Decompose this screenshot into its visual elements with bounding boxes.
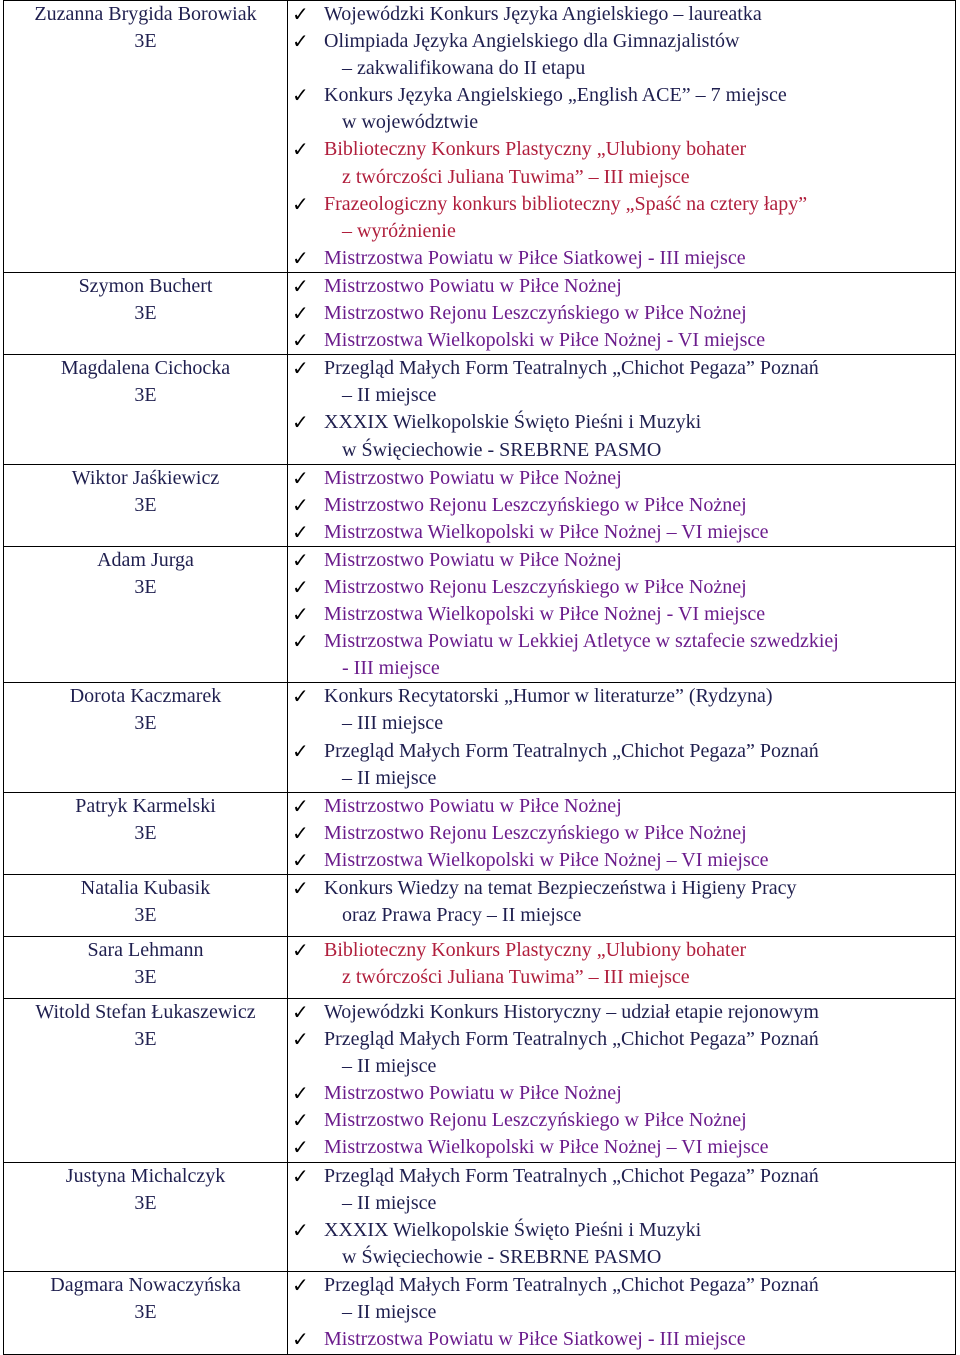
achievements-cell: [288, 1, 956, 273]
achievement-text: Mistrzostwa Wielkopolski w Piłce Nożnej - VI miejsce: [324, 329, 766, 352]
student-name: Szymon Buchert: [78, 274, 213, 297]
student-row: [4, 546, 956, 682]
checkmark-icon: ✓: [292, 602, 309, 627]
achievements-cell: [288, 1162, 956, 1271]
achievements-cell: [288, 792, 956, 874]
checkmark-icon: ✓: [292, 574, 309, 599]
checkmark-icon: ✓: [292, 356, 309, 381]
achievement-text: Mistrzostwo Powiatu w Piłce Nożnej: [324, 274, 622, 297]
achievement-text: w województwie: [342, 111, 479, 134]
achievement-text: Mistrzostwo Rejonu Leszczyńskiego w Piłce Nożnej: [324, 1109, 747, 1132]
achievements-cell: [288, 937, 956, 999]
checkmark-icon: ✓: [292, 1027, 309, 1052]
checkmark-icon: ✓: [292, 820, 309, 845]
student-row: [4, 272, 956, 354]
achievement-item: [291, 327, 955, 354]
achievement-text: Mistrzostwo Rejonu Leszczyńskiego w Piłce Nożnej: [324, 302, 747, 325]
achievement-text: XXXIX Wielkopolskie Święto Pieśni i Muzyki: [324, 1218, 702, 1241]
student-class: 3E: [134, 1028, 157, 1051]
student-name: Adam Jurga: [97, 548, 194, 571]
achievement-item: [291, 492, 955, 519]
achievement-text: Mistrzostwo Powiatu w Piłce Nożnej: [324, 794, 622, 817]
student-cell: [4, 1271, 288, 1354]
student-class: 3E: [134, 384, 157, 407]
achievements-table-body: [4, 1, 956, 1355]
student-cell: [4, 875, 288, 937]
student-cell: [4, 792, 288, 874]
achievement-item: [291, 191, 955, 245]
checkmark-icon: ✓: [292, 938, 309, 962]
achievements-table: [3, 0, 956, 1355]
achievements-cell: [288, 546, 956, 682]
achievement-text: – III miejsce: [342, 712, 444, 735]
student-name: Patryk Karmelski: [75, 794, 216, 817]
checkmark-icon: ✓: [292, 1108, 309, 1133]
checkmark-icon: ✓: [292, 1217, 309, 1242]
achievement-item: [291, 1163, 955, 1217]
student-cell: [4, 937, 288, 999]
student-row: [4, 683, 956, 792]
student-name: Zuzanna Brygida Borowiak: [34, 3, 257, 25]
student-class: 3E: [134, 30, 157, 53]
achievement-item: [291, 82, 955, 136]
student-name: Witold Stefan Łukaszewicz: [35, 1001, 256, 1023]
achievement-item: [291, 355, 955, 409]
achievement-item: [291, 1134, 955, 1161]
achievements-cell: [288, 875, 956, 937]
checkmark-icon: ✓: [292, 1000, 309, 1024]
achievement-text: Mistrzostwa Wielkopolski w Piłce Nożnej – VI miejsce: [324, 848, 769, 871]
checkmark-icon: ✓: [292, 410, 309, 435]
achievement-text: – wyróżnienie: [342, 219, 456, 242]
checkmark-icon: ✓: [292, 684, 309, 709]
student-row: [4, 792, 956, 874]
student-cell: [4, 683, 288, 792]
student-row: [4, 1162, 956, 1271]
checkmark-icon: ✓: [292, 83, 309, 108]
student-cell: [4, 272, 288, 354]
achievement-text: Mistrzostwa Powiatu w Lekkiej Atletyce w sztafecie szwedzkiej: [324, 630, 839, 653]
achievement-text: – II miejsce: [342, 1055, 437, 1078]
achievements-cell: [288, 272, 956, 354]
checkmark-icon: ✓: [292, 629, 309, 654]
checkmark-icon: ✓: [292, 519, 309, 544]
achievement-text: Olimpiada Języka Angielskiego dla Gimnazjalistów: [324, 30, 740, 53]
achievement-text: Mistrzostwa Powiatu w Piłce Siatkowej - III miejsce: [324, 246, 746, 269]
student-name: Wiktor Jaśkiewicz: [71, 466, 220, 489]
achievement-text: Biblioteczny Konkurs Plastyczny „Ulubiony bohater: [324, 939, 747, 961]
achievement-item: [291, 574, 955, 601]
checkmark-icon: ✓: [292, 1327, 309, 1352]
achievement-text: w Święciechowie - SREBRNE PASMO: [342, 1245, 662, 1268]
achievement-text: Przegląd Małych Form Teatralnych „Chichot Pegaza” Poznań: [324, 357, 819, 380]
achievement-text: Przegląd Małych Form Teatralnych „Chichot Pegaza” Poznań: [324, 739, 819, 762]
achievement-text: – II miejsce: [342, 384, 437, 407]
student-row: [4, 937, 956, 999]
achievement-item: [291, 847, 955, 874]
achievement-text: Konkurs Recytatorski „Humor w literaturze” (Rydzyna): [324, 685, 773, 708]
achievement-text: Wojewódzki Konkurs Języka Angielskiego – laureatka: [324, 3, 762, 25]
achievement-text: Mistrzostwa Wielkopolski w Piłce Nożnej – VI miejsce: [324, 1136, 769, 1159]
achievement-item: [291, 793, 955, 820]
achievement-item: [291, 1217, 955, 1271]
achievement-item: [291, 820, 955, 847]
student-class: 3E: [134, 904, 157, 927]
checkmark-icon: ✓: [292, 245, 309, 270]
achievement-item: [291, 1080, 955, 1107]
achievement-text: Biblioteczny Konkurs Plastyczny „Ulubiony bohater: [324, 138, 747, 161]
achievements-cell: [288, 683, 956, 792]
achievement-item: [291, 519, 955, 546]
achievement-text: Mistrzostwo Rejonu Leszczyńskiego w Piłce Nożnej: [324, 575, 747, 598]
achievement-text: Przegląd Małych Form Teatralnych „Chichot Pegaza” Poznań: [324, 1273, 819, 1296]
achievements-cell: [288, 464, 956, 546]
checkmark-icon: ✓: [292, 29, 309, 54]
achievement-item: [291, 409, 955, 463]
student-row: [4, 999, 956, 1163]
student-cell: [4, 1, 288, 273]
student-class: 3E: [134, 575, 157, 598]
achievement-item: [291, 937, 955, 991]
student-class: 3E: [134, 1191, 157, 1214]
achievement-text: Mistrzostwo Powiatu w Piłce Nożnej: [324, 466, 622, 489]
checkmark-icon: ✓: [292, 273, 309, 298]
achievement-item: [291, 1026, 955, 1080]
student-name: Sara Lehmann: [87, 939, 204, 961]
checkmark-icon: ✓: [292, 1272, 309, 1297]
achievement-text: Mistrzostwo Rejonu Leszczyńskiego w Piłce Nożnej: [324, 493, 747, 516]
student-class: 3E: [134, 821, 157, 844]
achievement-item: [291, 999, 955, 1026]
achievement-item: [291, 245, 955, 272]
achievement-item: [291, 1107, 955, 1134]
achievement-text: Mistrzostwo Rejonu Leszczyńskiego w Piłce Nożnej: [324, 821, 747, 844]
achievement-item: [291, 1, 955, 28]
checkmark-icon: ✓: [292, 1163, 309, 1188]
achievement-item: [291, 683, 955, 737]
achievement-text: Mistrzostwa Wielkopolski w Piłce Nożnej - VI miejsce: [324, 603, 766, 626]
checkmark-icon: ✓: [292, 738, 309, 763]
checkmark-icon: ✓: [292, 492, 309, 517]
achievement-item: [291, 28, 955, 82]
student-cell: [4, 546, 288, 682]
student-name: Justyna Michalczyk: [65, 1164, 226, 1187]
achievement-item: [291, 601, 955, 628]
achievement-text: – II miejsce: [342, 766, 437, 789]
student-cell: [4, 355, 288, 464]
achievement-item: [291, 547, 955, 574]
student-class: 3E: [134, 712, 157, 735]
student-cell: [4, 464, 288, 546]
checkmark-icon: ✓: [292, 2, 309, 26]
achievement-text: z twórczości Juliana Tuwima” – III miejsce: [342, 165, 690, 188]
achievements-cell: [288, 1271, 956, 1354]
student-cell: [4, 999, 288, 1163]
achievement-text: – II miejsce: [342, 1191, 437, 1214]
student-row: [4, 875, 956, 937]
achievement-item: [291, 1272, 955, 1326]
achievement-text: oraz Prawa Pracy – II miejsce: [342, 904, 582, 927]
achievement-text: Mistrzostwa Powiatu w Piłce Siatkowej - III miejsce: [324, 1328, 746, 1351]
achievement-text: Przegląd Małych Form Teatralnych „Chichot Pegaza” Poznań: [324, 1028, 819, 1051]
achievement-text: Mistrzostwo Powiatu w Piłce Nożnej: [324, 548, 622, 571]
achievement-item: [291, 628, 955, 682]
checkmark-icon: ✓: [292, 465, 309, 490]
achievement-text: w Święciechowie - SREBRNE PASMO: [342, 438, 662, 461]
achievement-text: Konkurs Języka Angielskiego „English ACE” – 7 miejsce: [324, 84, 787, 107]
student-row: [4, 1271, 956, 1354]
achievement-text: Wojewódzki Konkurs Historyczny – udział etapie rejonowym: [324, 1001, 819, 1023]
student-row: [4, 464, 956, 546]
student-class: 3E: [134, 302, 157, 325]
achievement-item: [291, 1326, 955, 1353]
student-class: 3E: [134, 493, 157, 516]
achievement-text: Przegląd Małych Form Teatralnych „Chichot Pegaza” Poznań: [324, 1164, 819, 1187]
student-class: 3E: [134, 966, 157, 989]
checkmark-icon: ✓: [292, 547, 309, 572]
student-class: 3E: [134, 1301, 157, 1324]
achievements-cell: [288, 355, 956, 464]
achievement-text: – zakwalifikowana do II etapu: [342, 57, 586, 80]
checkmark-icon: ✓: [292, 1081, 309, 1106]
achievement-item: [291, 300, 955, 327]
checkmark-icon: ✓: [292, 328, 309, 353]
checkmark-icon: ✓: [292, 793, 309, 818]
student-name: Magdalena Cichocka: [60, 357, 231, 380]
achievement-text: XXXIX Wielkopolskie Święto Pieśni i Muzyki: [324, 411, 702, 434]
achievements-cell: [288, 999, 956, 1163]
achievement-item: [291, 465, 955, 492]
achievement-item: [291, 273, 955, 300]
achievement-text: Mistrzostwo Powiatu w Piłce Nożnej: [324, 1082, 622, 1105]
checkmark-icon: ✓: [292, 876, 309, 900]
student-row: [4, 1, 956, 273]
checkmark-icon: ✓: [292, 1135, 309, 1160]
checkmark-icon: ✓: [292, 301, 309, 326]
student-name: Dorota Kaczmarek: [69, 685, 222, 708]
student-name: Natalia Kubasik: [80, 877, 211, 899]
achievement-text: Frazeologiczny konkurs biblioteczny „Spaść na cztery łapy”: [324, 192, 808, 215]
checkmark-icon: ✓: [292, 191, 309, 216]
student-name: Dagmara Nowaczyńska: [50, 1273, 241, 1296]
achievement-text: Mistrzostwa Wielkopolski w Piłce Nożnej – VI miejsce: [324, 520, 769, 543]
achievement-item: [291, 136, 955, 190]
achievement-item: [291, 875, 955, 929]
achievement-text: z twórczości Juliana Tuwima” – III miejsce: [342, 966, 690, 989]
checkmark-icon: ✓: [292, 137, 309, 162]
achievement-text: Konkurs Wiedzy na temat Bezpieczeństwa i Higieny Pracy: [324, 877, 797, 899]
student-row: [4, 355, 956, 464]
student-cell: [4, 1162, 288, 1271]
checkmark-icon: ✓: [292, 847, 309, 872]
achievement-item: [291, 738, 955, 792]
achievement-text: - III miejsce: [342, 657, 440, 680]
achievement-text: – II miejsce: [342, 1301, 437, 1324]
